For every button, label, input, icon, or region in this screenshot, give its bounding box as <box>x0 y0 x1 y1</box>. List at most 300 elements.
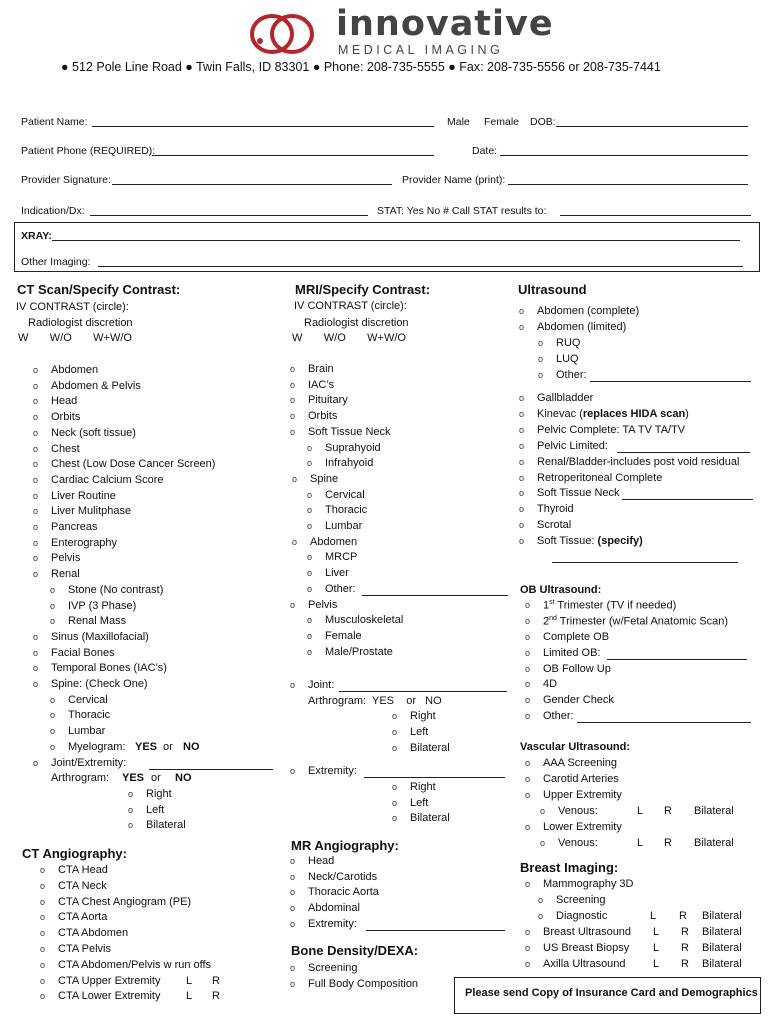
ct-item-orbits-checkbox[interactable]: o <box>33 412 39 423</box>
ct-spine-lumbar: Lumbar <box>68 725 106 738</box>
vascular-aaa: AAA Screening <box>543 757 617 769</box>
mri-abd-mrcp: MRCP <box>325 551 358 564</box>
mri-abd-liver: Liver <box>325 567 349 580</box>
date-field[interactable] <box>500 155 748 156</box>
ob-item-ob-follow-up: OB Follow Up <box>543 662 611 675</box>
ob-item-limited-ob: Limited OB: <box>543 646 601 659</box>
cta-item-cta-chest-angiogram-pe-checkbox[interactable]: o <box>40 896 46 907</box>
ct-myelogram-no[interactable]: NO <box>183 740 200 753</box>
mra-title: MR Angiography: <box>291 838 399 853</box>
breast-r-option[interactable]: R <box>681 958 689 970</box>
mri-spine-thoracic: Thoracic <box>325 504 368 517</box>
ob-item-limited-ob-checkbox[interactable]: o <box>525 647 531 658</box>
cta-item-cta-lower-extremity: CTA Lower Extremity <box>58 990 161 1003</box>
mri-joint-left: Left <box>410 726 429 739</box>
vascular-carotid-checkbox[interactable]: o <box>525 774 531 784</box>
provider-name-field[interactable] <box>508 184 748 185</box>
us-abd-ruq-checkbox[interactable]: o <box>538 338 544 348</box>
mri-contrast-options[interactable]: W W/O W+W/O <box>292 332 406 344</box>
us-abd-other-field[interactable] <box>590 381 751 382</box>
mri-item-extremity: Extremity: <box>308 765 357 777</box>
mri-item-soft-tissue-neck: Soft Tissue Neck <box>308 425 391 438</box>
breast-axilla-ultrasound: Axilla Ultrasound <box>543 958 626 970</box>
us-abd-other-checkbox[interactable]: o <box>538 370 544 380</box>
vascular-title: Vascular Ultrasound: <box>520 741 631 753</box>
dexa-item-full-body-composition: Full Body Composition <box>308 977 419 990</box>
ct-spine-thoracic: Thoracic <box>68 709 111 722</box>
cta-item-cta-lower-extremity-checkbox[interactable]: o <box>40 991 46 1002</box>
ct-myelogram-or: or <box>163 740 173 753</box>
ct-item-neck-soft-tissue-checkbox[interactable]: o <box>33 427 39 438</box>
indication-label: Indication/Dx: <box>21 205 85 217</box>
breast-r-option[interactable]: R <box>679 910 687 922</box>
cta-item-cta-head-checkbox[interactable]: o <box>40 865 46 875</box>
ob-item-complete-ob-checkbox[interactable]: o <box>525 632 531 642</box>
ct-joint-left-checkbox[interactable]: o <box>128 804 134 815</box>
ob-item-gender-check: Gender Check <box>543 694 614 707</box>
ob-other-field[interactable] <box>577 722 751 723</box>
mri-extremity-left-checkbox[interactable]: o <box>392 797 398 808</box>
vascular-l-option[interactable]: L <box>637 805 644 817</box>
mri-pelvis-musculoskeletal: Musculoskeletal <box>325 614 404 627</box>
breast-breast-ultrasound-checkbox[interactable]: o <box>525 927 531 937</box>
ct-item-chest: Chest <box>51 442 80 455</box>
mri-extremity-left: Left <box>410 796 429 809</box>
vascular-venous-checkbox[interactable]: o <box>540 806 546 816</box>
ct-item-pelvis-checkbox[interactable]: o <box>33 553 39 564</box>
mri-joint-field[interactable] <box>339 691 507 692</box>
breast-title: Breast Imaging: <box>520 860 619 875</box>
vascular-r-option[interactable]: R <box>664 805 672 817</box>
us-item-gallbladder-checkbox[interactable]: o <box>519 393 525 403</box>
mri-joint-right: Right <box>410 710 436 723</box>
vascular-bilateral-option[interactable]: Bilateral <box>694 805 734 817</box>
ct-renal-stone-no-contrast-checkbox[interactable]: o <box>50 584 56 595</box>
ct-spine-cervical-checkbox[interactable]: o <box>50 694 56 705</box>
breast-r-option[interactable]: R <box>681 942 689 954</box>
ct-item-liver-mulitphase-checkbox[interactable]: o <box>33 506 39 517</box>
ob-item-other-checkbox[interactable]: o <box>525 711 531 721</box>
stat-label: STAT: Yes No # Call STAT results to: <box>377 205 547 217</box>
ct-item-head: Head <box>51 395 78 408</box>
mra-item-abdominal-checkbox[interactable]: o <box>290 903 296 914</box>
ct-joint-right: Right <box>146 787 172 800</box>
ct-myelogram-yes[interactable]: YES <box>135 740 158 753</box>
mri-item-spine: Spine <box>310 472 339 485</box>
ct-spine-myelogram-checkbox[interactable]: o <box>50 741 56 752</box>
female-option[interactable]: Female <box>484 116 520 128</box>
ct-arthrogram-label: Arthrogram: <box>51 772 110 785</box>
mri-item-soft-tissue-neck-checkbox[interactable]: o <box>290 426 296 437</box>
ct-iv-label: IV CONTRAST (circle): <box>16 301 129 313</box>
patient-phone-field[interactable] <box>152 155 434 156</box>
vascular-aaa-checkbox[interactable]: o <box>525 758 531 768</box>
date-label: Date: <box>472 145 498 157</box>
cta-item-cta-aorta: CTA Aorta <box>58 911 108 924</box>
ob-item-4d-checkbox[interactable]: o <box>525 679 531 690</box>
ct-spine-cervical: Cervical <box>68 693 108 706</box>
mra-item-neck-carotids: Neck/Carotids <box>308 870 378 883</box>
mra-item-head: Head <box>308 855 335 867</box>
us-soft-tissue-field[interactable] <box>552 562 738 563</box>
ob-limited-field[interactable] <box>607 659 747 660</box>
provider-signature-field[interactable] <box>112 184 392 185</box>
mri-extremity-right: Right <box>410 781 436 793</box>
mri-item-abdomen-checkbox[interactable]: o <box>292 536 298 547</box>
dexa-item-screening-checkbox[interactable]: o <box>290 963 296 973</box>
ct-item-renal-checkbox[interactable]: o <box>33 569 39 580</box>
vascular-upper-checkbox[interactable]: o <box>525 790 531 800</box>
xray-box <box>14 222 760 272</box>
breast-breast-ultrasound: Breast Ultrasound <box>543 926 632 938</box>
mri-pelvis-male-prostate-checkbox[interactable]: o <box>307 646 313 657</box>
ob-item-gender-check-checkbox[interactable]: o <box>525 695 531 706</box>
ct-spine-lumbar-checkbox[interactable]: o <box>50 726 56 737</box>
ob-first-trimester: 1st Trimester (TV if needed) <box>543 599 677 612</box>
mri-item-pituitary-checkbox[interactable]: o <box>290 395 296 406</box>
mra-item-neck-carotids-checkbox[interactable]: o <box>290 871 296 882</box>
mri-item-iac-s: IAC’s <box>308 378 335 391</box>
mra-item-head-checkbox[interactable]: o <box>290 856 296 866</box>
vascular-r-option[interactable]: R <box>664 837 672 849</box>
cta-item-cta-pelvis: CTA Pelvis <box>58 943 111 955</box>
ct-item-enterography: Enterography <box>51 536 118 549</box>
mri-extremity-bilateral-checkbox[interactable]: o <box>392 813 398 824</box>
ct-joint-extremity: Joint/Extremity: <box>51 756 127 769</box>
cta-item-cta-upper-extremity-checkbox[interactable]: o <box>40 975 46 986</box>
ct-renal-ivp-3-phase: IVP (3 Phase) <box>68 599 137 612</box>
us-item-thyroid: Thyroid <box>537 503 574 516</box>
mri-spine-cervical-checkbox[interactable]: o <box>307 489 313 500</box>
other-imaging-field[interactable] <box>98 266 743 267</box>
mri-title: MRI/Specify Contrast: <box>295 282 431 297</box>
us-item-pelvic-limited-checkbox[interactable]: o <box>519 440 525 451</box>
xray-label: XRAY: <box>21 230 52 242</box>
mra-extremity-field[interactable] <box>366 930 505 931</box>
mri-iv-label: IV CONTRAST (circle): <box>294 300 407 312</box>
breast-bilateral-option[interactable]: Bilateral <box>702 910 742 922</box>
breast-us-breast-biopsy: US Breast Biopsy <box>543 942 630 954</box>
ct-item-enterography-checkbox[interactable]: o <box>33 537 39 548</box>
mri-abd-other-checkbox[interactable]: o <box>307 583 313 594</box>
mri-neck-suprahyoid-checkbox[interactable]: o <box>307 442 313 453</box>
ct-item-pancreas: Pancreas <box>51 521 98 533</box>
vascular-upper: Upper Extremity <box>543 789 622 801</box>
us-item-scrotal: Scrotal <box>537 519 572 532</box>
logo <box>248 4 554 60</box>
vascular-l-option[interactable]: L <box>637 837 644 849</box>
cta-item-cta-neck: CTA Neck <box>58 879 107 892</box>
ob-first-trimester-checkbox[interactable]: o <box>525 600 531 610</box>
cta-item-cta-upper-extremity: CTA Upper Extremity <box>58 974 161 987</box>
mri-item-iac-s-checkbox[interactable]: o <box>290 379 296 390</box>
us-abd-ruq: RUQ <box>556 337 581 349</box>
us-title: Ultrasound <box>518 282 587 297</box>
cta-item-cta-abdomen-checkbox[interactable]: o <box>40 928 46 939</box>
breast-l-option[interactable]: L <box>653 958 660 970</box>
us-item-soft-tissue: Soft Tissue: (specify) <box>537 535 643 548</box>
mri-item-brain: Brain <box>308 363 334 375</box>
breast-l-option[interactable]: L <box>650 910 657 922</box>
ct-renal-stone-no-contrast: Stone (No contrast) <box>68 583 164 596</box>
logo-name: innovative <box>336 4 554 44</box>
ct-item-liver-routine-checkbox[interactable]: o <box>33 490 39 501</box>
breast-bilateral-option[interactable]: Bilateral <box>702 926 742 938</box>
breast-screening: Screening <box>556 894 606 906</box>
cta-item-cta-abdomen-pelvis-w-run-offs: CTA Abdomen/Pelvis w run offs <box>58 958 212 971</box>
mri-neck-suprahyoid: Suprahyoid <box>325 441 381 454</box>
patient-name-field[interactable] <box>92 126 434 127</box>
mra-item-extremity: Extremity: <box>308 917 357 930</box>
ct-item-facial-bones: Facial Bones <box>51 646 115 659</box>
ct-joint-left: Left <box>146 803 165 816</box>
mri-abd-mrcp-checkbox[interactable]: o <box>307 552 313 563</box>
breast-r-option[interactable]: R <box>681 926 689 938</box>
mri-spine-lumbar: Lumbar <box>325 520 363 532</box>
cta-item-cta-abdomen: CTA Abdomen <box>58 927 129 940</box>
dexa-item-full-body-composition-checkbox[interactable]: o <box>290 978 296 989</box>
mri-spine-thoracic-checkbox[interactable]: o <box>307 505 313 516</box>
mri-pelvis-musculoskeletal-checkbox[interactable]: o <box>307 615 313 626</box>
us-abdomen-limited-checkbox[interactable]: o <box>519 322 525 332</box>
vascular-lower-checkbox[interactable]: o <box>525 822 531 832</box>
xray-field[interactable] <box>52 240 740 241</box>
vascular-carotid: Carotid Arteries <box>543 773 619 785</box>
us-abdomen-complete: Abdomen (complete) <box>537 305 640 317</box>
mri-neck-infrahyoid-checkbox[interactable]: o <box>307 458 313 469</box>
ct-arthrogram-no[interactable]: NO <box>175 772 192 785</box>
us-abd-other: Other: <box>556 369 587 381</box>
ct-item-neck-soft-tissue: Neck (soft tissue) <box>51 426 136 439</box>
mri-item-pelvis-checkbox[interactable]: o <box>290 599 296 610</box>
ct-item-chest-checkbox[interactable]: o <box>33 443 39 454</box>
ob-second-trimester-checkbox[interactable]: o <box>525 616 531 626</box>
breast-diagnostic: Diagnostic <box>556 910 608 922</box>
mri-neck-infrahyoid: Infrahyoid <box>325 457 374 470</box>
mri-joint-bilateral-checkbox[interactable]: o <box>392 742 398 753</box>
ct-item-temporal-bones-iac-s: Temporal Bones (IAC’s) <box>51 662 167 675</box>
ct-item-abdomen-checkbox[interactable]: o <box>33 365 39 375</box>
us-abdomen-complete-checkbox[interactable]: o <box>519 306 525 316</box>
cta-l-option[interactable]: L <box>186 990 193 1003</box>
mri-item-joint: Joint: <box>308 679 335 691</box>
us-abd-luq-checkbox[interactable]: o <box>538 354 544 364</box>
dob-field[interactable] <box>556 126 748 127</box>
us-soft-tissue-neck-field[interactable] <box>622 499 753 500</box>
ct-item-abdomen-pelvis-checkbox[interactable]: o <box>33 380 39 391</box>
cta-title: CT Angiography: <box>22 846 127 861</box>
mri-item-orbits-checkbox[interactable]: o <box>290 411 296 422</box>
ct-arthrogram-or: or <box>151 772 161 785</box>
cta-item-cta-chest-angiogram-pe: CTA Chest Angiogram (PE) <box>58 895 192 908</box>
cta-item-cta-pelvis-checkbox[interactable]: o <box>40 944 46 954</box>
us-item-soft-tissue-neck-checkbox[interactable]: o <box>519 488 525 499</box>
ct-item-temporal-bones-iac-s-checkbox[interactable]: o <box>33 663 39 674</box>
ct-item-spine-check-one: Spine: (Check One) <box>51 678 148 690</box>
us-item-soft-tissue-checkbox[interactable]: o <box>519 536 525 547</box>
ct-item-abdomen-pelvis: Abdomen & Pelvis <box>51 379 141 392</box>
ct-title: CT Scan/Specify Contrast: <box>17 282 181 297</box>
ob-item-other: Other: <box>543 710 574 722</box>
ct-item-facial-bones-checkbox[interactable]: o <box>33 647 39 658</box>
mri-abd-other-field[interactable] <box>362 595 508 596</box>
mri-extremity-bilateral: Bilateral <box>410 812 450 825</box>
ct-item-chest-low-dose-cancer-screen: Chest (Low Dose Cancer Screen) <box>51 458 216 471</box>
ct-item-pelvis: Pelvis <box>51 552 81 565</box>
ct-joint-bilateral-checkbox[interactable]: o <box>128 820 134 831</box>
mri-spine-lumbar-checkbox[interactable]: o <box>307 521 313 531</box>
us-item-kinevac: Kinevac (replaces HIDA scan) <box>537 407 689 420</box>
mra-item-abdominal: Abdominal <box>308 902 360 915</box>
mri-radiologist: Radiologist discretion <box>304 317 409 329</box>
mri-item-joint-checkbox[interactable]: o <box>290 680 296 690</box>
mri-joint-right-checkbox[interactable]: o <box>392 711 398 722</box>
breast-mammography-3d-checkbox[interactable]: o <box>525 879 531 889</box>
mri-item-spine-checkbox[interactable]: o <box>292 473 298 484</box>
mri-pelvis-female: Female <box>325 629 362 642</box>
dexa-item-screening: Screening <box>308 962 358 974</box>
mri-item-orbits: Orbits <box>308 410 338 423</box>
ob-title: OB Ultrasound: <box>520 584 602 596</box>
mri-abd-other: Other: <box>325 582 356 595</box>
mri-item-brain-checkbox[interactable]: o <box>290 364 296 374</box>
vascular-venous-checkbox[interactable]: o <box>540 838 546 848</box>
ct-radiologist: Radiologist discretion <box>28 317 133 329</box>
cta-l-option[interactable]: L <box>186 974 193 987</box>
provider-signature-label: Provider Signature: <box>21 174 111 186</box>
ct-joint-extremity-checkbox[interactable]: o <box>33 757 39 768</box>
ct-item-cardiac-calcium-score-checkbox[interactable]: o <box>33 474 39 485</box>
vascular-lower: Lower Extremity <box>543 821 622 833</box>
ct-item-abdomen: Abdomen <box>51 364 99 376</box>
mri-abd-liver-checkbox[interactable]: o <box>307 568 313 579</box>
mri-arthrogram[interactable]: Arthrogram: YES or NO <box>308 694 442 707</box>
ct-item-head-checkbox[interactable]: o <box>33 396 39 407</box>
us-item-retroperitoneal-complete: Retroperitoneal Complete <box>537 471 663 484</box>
ct-contrast-options[interactable]: W W/O W+W/O <box>18 332 132 344</box>
ct-spine-myelogram: Myelogram: <box>68 740 126 753</box>
kinevac-note: replaces HIDA scan <box>582 407 686 420</box>
mra-item-thoracic-aorta: Thoracic Aorta <box>308 886 379 899</box>
us-item-renal-bladder-includes-post-void-residual: Renal/Bladder-includes post void residual <box>537 455 740 468</box>
us-pelvic-limited-field[interactable] <box>617 452 750 453</box>
soft-tissue-specify: (specify) <box>597 535 643 548</box>
provider-name-label: Provider Name (print): <box>402 174 506 186</box>
us-item-pelvic-complete-ta-tv-ta-tv: Pelvic Complete: TA TV TA/TV <box>537 423 686 436</box>
mri-joint-bilateral: Bilateral <box>410 741 450 754</box>
breast-axilla-ultrasound-checkbox[interactable]: o <box>525 959 531 969</box>
mri-item-pituitary: Pituitary <box>308 394 348 407</box>
ct-joint-bilateral: Bilateral <box>146 819 186 832</box>
patient-name-label: Patient Name: <box>21 116 88 128</box>
cta-r-option[interactable]: R <box>212 990 220 1003</box>
ct-arthrogram-yes[interactable]: YES <box>122 772 145 785</box>
cta-item-cta-neck-checkbox[interactable]: o <box>40 880 46 891</box>
other-imaging-label: Other Imaging: <box>21 256 91 268</box>
us-abdomen-limited: Abdomen (limited) <box>537 321 627 333</box>
mri-item-abdomen: Abdomen <box>310 535 358 548</box>
mri-item-pelvis: Pelvis <box>308 598 338 611</box>
dexa-title: Bone Density/DEXA: <box>291 943 419 958</box>
ct-spine-thoracic-checkbox[interactable]: o <box>50 710 56 721</box>
breast-l-option[interactable]: L <box>653 926 660 938</box>
ct-renal-ivp-3-phase-checkbox[interactable]: o <box>50 600 56 611</box>
ct-item-sinus-maxillofacial-checkbox[interactable]: o <box>33 631 39 642</box>
ct-item-renal: Renal <box>51 568 80 581</box>
us-item-kinevac-checkbox[interactable]: o <box>519 408 525 419</box>
us-item-scrotal-checkbox[interactable]: o <box>519 520 525 531</box>
indication-field[interactable] <box>90 215 368 216</box>
breast-diagnostic-checkbox[interactable]: o <box>538 911 544 921</box>
us-item-pelvic-complete-ta-tv-ta-tv-checkbox[interactable]: o <box>519 424 525 435</box>
ct-item-liver-routine: Liver Routine <box>51 489 116 502</box>
breast-bilateral-option[interactable]: Bilateral <box>702 942 742 954</box>
vascular-venous: Venous: <box>558 805 598 817</box>
ct-item-liver-mulitphase: Liver Mulitphase <box>51 505 132 518</box>
patient-phone-label: Patient Phone (REQUIRED): <box>21 145 156 157</box>
logo-subtitle: MEDICAL IMAGING <box>338 43 504 57</box>
cta-item-cta-head: CTA Head <box>58 864 108 876</box>
ct-item-cardiac-calcium-score: Cardiac Calcium Score <box>51 473 164 486</box>
us-item-retroperitoneal-complete-checkbox[interactable]: o <box>519 472 525 483</box>
dob-label: DOB: <box>530 116 556 128</box>
ob-second-trimester: 2nd Trimester (w/Fetal Anatomic Scan) <box>543 615 729 628</box>
ob-item-4d: 4D <box>543 678 558 691</box>
insurance-note: Please send Copy of Insurance Card and Demographics <box>465 987 758 999</box>
mri-pelvis-female-checkbox[interactable]: o <box>307 630 313 641</box>
breast-us-breast-biopsy-checkbox[interactable]: o <box>525 943 531 953</box>
mri-extremity-field[interactable] <box>364 777 505 778</box>
mri-item-extremity-checkbox[interactable]: o <box>290 766 296 776</box>
male-option[interactable]: Male <box>447 116 470 128</box>
ct-item-sinus-maxillofacial: Sinus (Maxillofacial) <box>51 630 149 643</box>
us-item-gallbladder: Gallbladder <box>537 392 594 404</box>
breast-mammography-3d: Mammography 3D <box>543 878 634 890</box>
vascular-venous: Venous: <box>558 837 598 849</box>
mri-extremity-right-checkbox[interactable]: o <box>392 782 398 792</box>
ct-joint-field[interactable] <box>149 769 273 770</box>
ob-item-complete-ob: Complete OB <box>543 631 610 643</box>
us-item-renal-bladder-includes-post-void-residual-checkbox[interactable]: o <box>519 456 525 467</box>
breast-l-option[interactable]: L <box>653 942 660 954</box>
mri-joint-left-checkbox[interactable]: o <box>392 727 398 738</box>
ob-item-ob-follow-up-checkbox[interactable]: o <box>525 663 531 674</box>
cta-item-cta-aorta-checkbox[interactable]: o <box>40 912 46 923</box>
mra-item-thoracic-aorta-checkbox[interactable]: o <box>290 887 296 898</box>
ct-renal-renal-mass-checkbox[interactable]: o <box>50 616 56 627</box>
ct-item-pancreas-checkbox[interactable]: o <box>33 522 39 532</box>
us-item-soft-tissue-neck: Soft Tissue Neck <box>537 487 620 500</box>
us-item-thyroid-checkbox[interactable]: o <box>519 504 525 515</box>
address-line: ● 512 Pole Line Road ● Twin Falls, ID 83301 ● Phone: 208-735-5555 ● Fax: 208-735-5556 or 208-735-7441 <box>61 60 661 74</box>
stat-call-field[interactable] <box>560 215 751 216</box>
cta-item-cta-abdomen-pelvis-w-run-offs-checkbox[interactable]: o <box>40 959 46 970</box>
cta-r-option[interactable]: R <box>212 974 220 987</box>
ct-renal-renal-mass: Renal Mass <box>68 615 127 628</box>
ct-item-spine-check-one-checkbox[interactable]: o <box>33 679 39 689</box>
ct-joint-right-checkbox[interactable]: o <box>128 788 134 799</box>
ct-item-orbits: Orbits <box>51 411 81 424</box>
ct-item-chest-low-dose-cancer-screen-checkbox[interactable]: o <box>33 459 39 470</box>
mri-spine-cervical: Cervical <box>325 488 365 501</box>
us-abd-luq: LUQ <box>556 353 579 365</box>
breast-screening-checkbox[interactable]: o <box>538 895 544 905</box>
mri-pelvis-male-prostate: Male/Prostate <box>325 645 393 658</box>
mra-item-extremity-checkbox[interactable]: o <box>290 918 296 929</box>
us-item-pelvic-limited: Pelvic Limited: <box>537 439 608 452</box>
vascular-bilateral-option[interactable]: Bilateral <box>694 837 734 849</box>
breast-bilateral-option[interactable]: Bilateral <box>702 958 742 970</box>
